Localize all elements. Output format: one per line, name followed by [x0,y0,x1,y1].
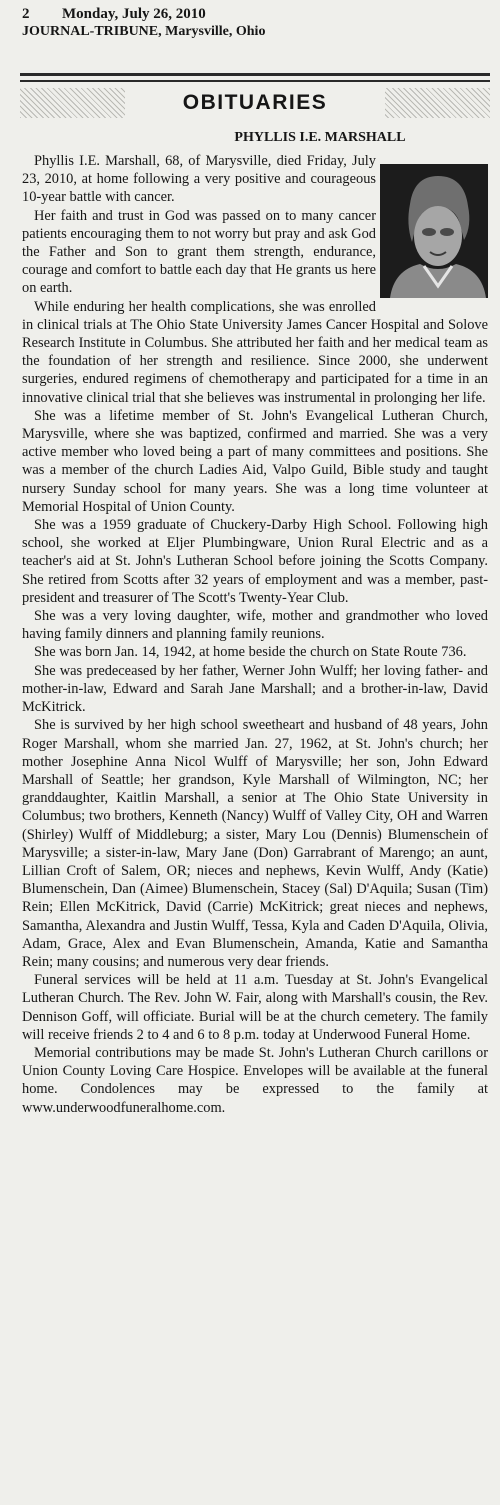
header-rule-bottom [20,80,490,82]
obituary-paragraph: She is survived by her high school sweetheart and husband of 48 years, John Roger Marshall, whom she married Jan. 27, 1962, at St. John's church; her mother Josephine Anna Nicol Wulff of Marysville; her son, John Edward Marshall of Seattle; her grandson, Kyle Marshall of Wilmington, NC; her granddaughter, Kaitlin Marshall, a senior at The Ohio State University in Columbus; two brothers, Kenneth (Nancy) Wulff of Valley City, OH and Warren (Shirley) Wulff of Middleburg; a sister, Mary Lou (Dennis) Blumenschein of Marysville; a sister-in-law, Mary Jane (Don) Garrabrant of Marengo; an aunt, Lillian Croft of Salem, OR; nieces and nephews, Kevin Wulff, Andy (Katie) Blumenschein, Dan (Aimee) Blumenschein, Stacey (Sal) D'Aquila; Susan (Tim) Rein; Ellen McKitrick, David (Carrie) McKitrick; great nieces and nephews, Samantha, Alexandra and Justin Wulff, Tessa, Kyla and Caden D'Aquila, Olivia, Adam, Grace, Alex and Evan Blumenschein, Amanda, Katie and Samantha Rein; many cousins; and numerous very dear friends. [22,717,488,970]
obituary-paragraph: She was a lifetime member of St. John's Evangelical Lutheran Church, Marysville, where she was baptized, confirmed and married. She was a very active member who loved being a part of many committees and positions. She was a member of the church Ladies Aid, Valpo Guild, Bible study and taught nursery Sunday school for many years. She was a long time volunteer at Memorial Hospital of Union County. [22,407,488,515]
publication-date: Monday, July 26, 2010 [62,6,206,22]
obituary-paragraph: Funeral services will be held at 11 a.m. Tuesday at St. John's Evangelical Lutheran Church. The Rev. John W. Fair, along with Marshall's cousin, the Rev. Dennison Goff, will officiate. Burial will be at the church cemetery. The family will receive friends 2 to 4 and 6 to 8 p.m. today at Underwood Funeral Home. [22,972,488,1043]
obituary-name: PHYLLIS I.E. MARSHALL [234,130,406,145]
obituary-paragraph: She was born Jan. 14, 1942, at home beside the church on State Route 736. [34,644,467,661]
obituary-paragraph: She was a very loving daughter, wife, mother and grandmother who loved having family dinners and planning family reunions. [22,608,488,643]
header-rule-top [20,73,490,76]
publication-name: JOURNAL-TRIBUNE, Marysville, Ohio [22,24,266,39]
masthead-line [22,6,492,23]
masthead [22,6,492,40]
photo-spacer [376,161,488,311]
obituary-paragraph: Phyllis I.E. Marshall, 68, of Marysville, died Friday, July 23, 2010, at home following a very positive and courageous 10-year battle with cancer. [22,153,376,206]
obituary-paragraph: Memorial contributions may be made St. John's Lutheran Church carillons or Union County Loving Care Hospice. Envelopes will be available at the funeral home. Condolences may be expressed to the family at www.underwoodfuneralhome.com. [22,1044,488,1116]
obituary-paragraph: She was predeceased by her father, Werner John Wulff; her loving father- and mother-in-law, Edward and Sarah Jane Marshall; and a brother-in-law, David McKitrick. [22,662,488,716]
obituary-paragraph: Her faith and trust in God was passed on to many cancer patients encouraging them to not worry but pray and ask God the Father and Son to grant them strength, endurance, courage and comfort to battle each day that He grants us here on earth. [22,207,376,297]
page-number: 2 [22,6,30,22]
obituary-text [22,152,488,1117]
section-title: OBITUARIES [125,88,385,118]
obituary-paragraph: While enduring her health complications, she was enrolled in clinical trials at The Ohio State University James Cancer Hospital and Solove Research Institute in Columbus. She attributed her faith and her medical team as the foundation of her strength and resilience. Since 2000, she underwent surgeries, endured regimens of chemotherapy and participated for a time in an innovative clinical trial that she believes was instrumental in prolonging her life. [22,298,488,406]
obituary-paragraph: She was a 1959 graduate of Chuckery-Darby High School. Following high school, she worked at Eljer Plumbingware, Union Rural Electric and as a teacher's aid at St. John's Lutheran School before joining the Scotts Company. She retired from Scotts after 32 years of employment and was a member, past-president and treasurer of The Scott's Twenty-Year Club. [22,517,488,606]
